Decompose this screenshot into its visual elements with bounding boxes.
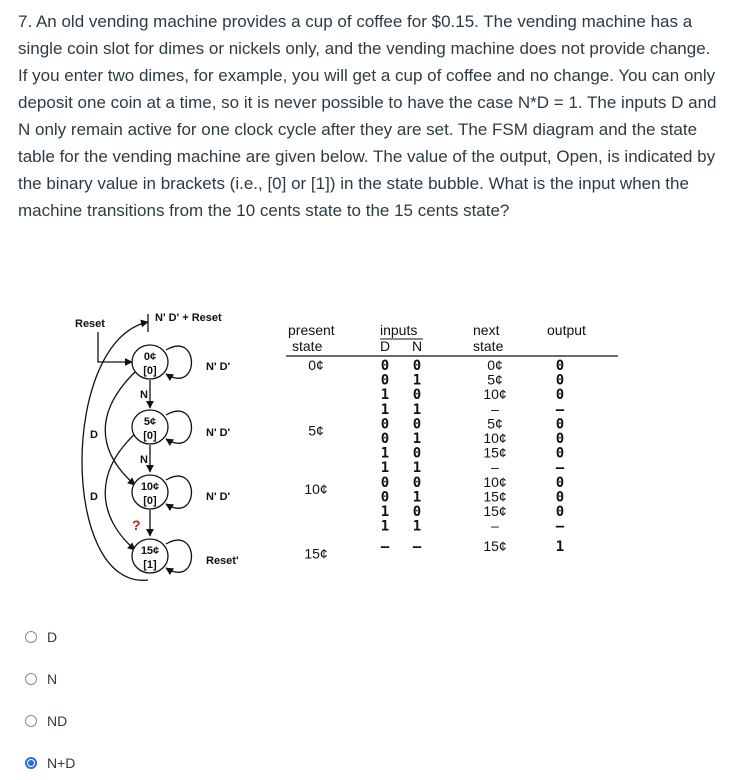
svg-text:10¢: 10¢ [140,481,160,493]
header-inputs: inputs [380,322,418,338]
state-15-cents [132,539,239,573]
edge-d1-label: D [90,429,98,441]
next-state-cell: 15¢ [483,488,507,505]
edge-n1-label: N [140,389,148,401]
header-output: output [547,322,586,338]
svg-text:0¢: 0¢ [143,351,157,363]
input-d-cell: 1 [380,387,390,404]
output-open-cell: 0 [555,474,565,491]
next-state-cell: 15¢ [483,503,507,519]
input-n-cell: 0 [412,416,422,433]
output-open-cell: – [555,518,565,535]
table-body [304,357,564,562]
fsm-figure [40,300,640,600]
input-n-cell: 1 [412,460,422,477]
next-state-cell: 15¢ [483,538,507,555]
input-n-cell: 0 [412,358,422,374]
svg-text:5¢: 5¢ [143,416,157,428]
output-open-cell: 0 [555,387,565,404]
input-d-cell: – [380,539,390,556]
next-state-cell: 10¢ [483,386,507,403]
present-state-cell: 15¢ [304,545,328,562]
input-d-cell: 1 [380,401,390,418]
present-state-cell: 0¢ [308,357,324,373]
svg-text:[0]: [0] [143,365,157,377]
input-d-cell: 1 [380,445,390,462]
output-open-cell: 1 [555,539,565,556]
input-n-cell: 1 [412,431,422,447]
top-transition-label: N' D' + Reset [155,312,222,324]
header-next-state: state [473,338,504,354]
next-state-cell: – [491,459,499,476]
header-next: next [473,322,500,338]
reset-label: Reset [75,318,105,330]
input-d-cell: 0 [380,372,390,389]
input-n-cell: 0 [412,504,422,520]
next-state-cell: 10¢ [483,473,507,490]
next-state-cell: – [491,400,499,417]
input-n-cell: 1 [412,372,422,389]
radio-n[interactable] [25,673,37,685]
input-n-cell: 1 [412,489,422,506]
input-n-cell: 1 [412,401,422,418]
option-nd[interactable] [25,709,67,733]
option-d[interactable] [25,625,57,649]
state-0-cents [132,345,231,379]
question-text: 7. An old vending machine provides a cup of coffee for $0.15. The vending machine has a single coin slot for dimes or nickels only, and the vending machine does not provide change. If you enter two dimes, for example, you will get a cup of coffee and no change. You can only deposit one coin at a time, so it is never possible to have the case N*D = 1. The inputs D and N only remain active for one clock cycle after they are set. The FSM diagram and the state table for the vending machine are given below. The value of the output, Open, is indicated by the binary value in brackets (i.e., [0] or [1]) in the state bubble. What is the input when the machine transitions from the 10 cents state to the 15 cents state? [18,12,717,220]
option-n[interactable] [25,667,57,691]
edge-n2-label: N [140,454,148,466]
svg-text:15¢: 15¢ [140,545,160,557]
option-n-label: N [47,671,58,687]
present-state-cell: 10¢ [304,481,328,498]
output-open-cell: – [555,401,565,418]
radio-n-plus-d[interactable] [25,757,37,769]
svg-text:N' D': N' D' [206,427,231,439]
radio-d[interactable] [25,631,37,643]
option-n-plus-d-label: N+D [47,755,76,771]
input-d-cell: 1 [380,504,390,520]
next-state-cell: 5¢ [487,371,503,388]
svg-text:[0]: [0] [143,495,157,507]
edge-d2-label: D [90,491,98,503]
svg-text:N' D': N' D' [206,491,231,503]
svg-text:[0]: [0] [143,430,157,442]
input-d-cell: 0 [380,431,390,447]
input-d-cell: 1 [380,460,390,477]
output-open-cell: 0 [555,445,565,462]
fsm-diagram-and-table [40,300,640,600]
radio-nd[interactable] [25,715,37,727]
header-n: N [412,338,423,354]
option-nd-label: ND [47,713,68,729]
header-present: present [288,322,335,338]
input-d-cell: 1 [380,518,390,535]
input-n-cell: 0 [412,445,422,462]
input-d-cell: 0 [380,474,390,491]
input-n-cell: – [412,539,422,556]
output-open-cell: 0 [555,372,565,389]
unknown-edge-label: ? [132,517,141,533]
output-open-cell: 0 [555,504,565,520]
option-d-label: D [47,629,58,645]
svg-text:Reset': Reset' [206,555,239,567]
next-state-cell: 15¢ [483,444,507,461]
header-d: D [380,338,391,354]
svg-text:[1]: [1] [143,559,157,571]
state-10-cents [132,475,231,509]
output-open-cell: – [555,460,565,477]
input-n-cell: 0 [412,387,422,404]
option-n-plus-d[interactable] [25,751,75,775]
state-5-cents [132,410,231,444]
output-open-cell: 0 [555,416,565,433]
header-present-state: state [292,338,323,354]
output-open-cell: 0 [555,358,565,374]
input-n-cell: 1 [412,518,422,535]
input-d-cell: 0 [380,489,390,506]
output-open-cell: 0 [555,431,565,447]
state-table [286,322,618,562]
next-state-cell: 5¢ [487,415,503,432]
next-state-cell: 0¢ [487,357,503,373]
svg-text:N' D': N' D' [206,361,231,373]
output-open-cell: 0 [555,489,565,506]
input-d-cell: 0 [380,358,390,374]
reset-arrow [98,332,132,362]
input-d-cell: 0 [380,416,390,433]
next-state-cell: – [491,517,499,534]
input-n-cell: 0 [412,474,422,491]
present-state-cell: 5¢ [308,422,324,439]
next-state-cell: 10¢ [483,430,507,446]
